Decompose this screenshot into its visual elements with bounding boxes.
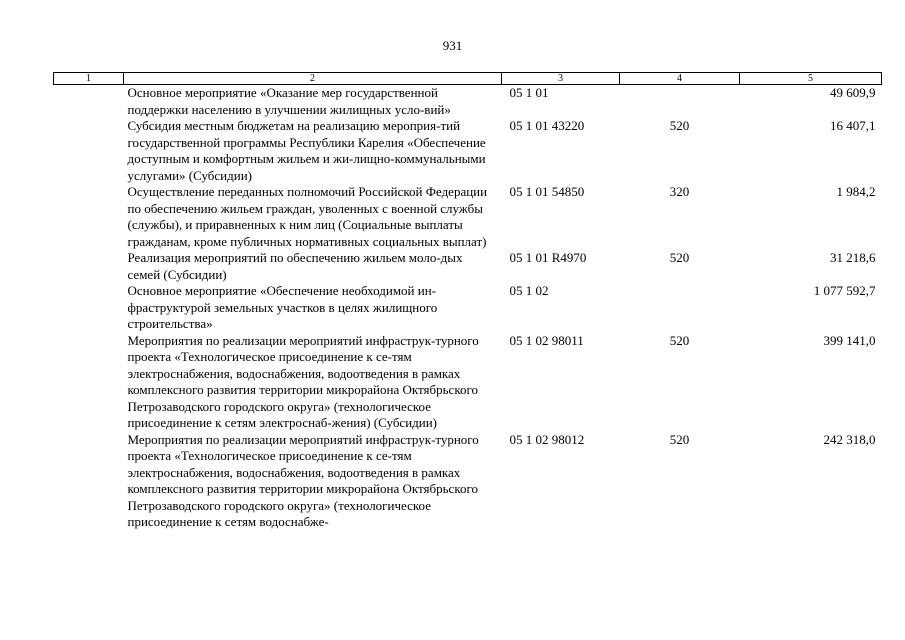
empty-cell: [54, 432, 124, 531]
row-amount: 31 218,6: [830, 250, 876, 265]
table-row: [54, 333, 882, 432]
row-type: 520: [669, 332, 690, 348]
row-amount: 49 609,9: [830, 85, 876, 100]
row-code: 05 1 01: [509, 85, 549, 100]
row-type: 520: [669, 118, 690, 133]
row-type: 520: [669, 250, 690, 265]
row-description: Мероприятия по реализации мероприятий инфраструк-турного проекта «Технологическое присоединение к се-тям электроснабжения, водоснабжения, водоотведения в рамках комплексного развития территории микрорайона Октябрьского Петрозаводского городского округа» (технологическое присоединение к сетям водоснабже-: [127, 431, 479, 529]
row-code: 05 1 02 98011: [509, 332, 584, 348]
budget-table: [53, 72, 882, 531]
page-number: 931: [442, 38, 463, 53]
row-code: 05 1 01 54850: [509, 184, 585, 199]
row-code: 05 1 01 R4970: [509, 250, 587, 265]
table-row: [54, 85, 882, 119]
row-description: Основное мероприятие «Оказание мер государственной поддержки населению в улучшении жилищных усло-вий»: [127, 85, 451, 117]
table-row: [54, 184, 882, 250]
table-row: [54, 283, 882, 333]
empty-cell: [54, 283, 124, 333]
row-amount: 16 407,1: [830, 118, 876, 133]
column-header-5: 5: [740, 73, 882, 85]
column-header-4: 4: [620, 73, 740, 85]
row-type: [620, 85, 740, 119]
row-code: 05 1 02 98012: [509, 431, 585, 447]
row-code: 05 1 01 43220: [509, 118, 585, 133]
row-description: Реализация мероприятий по обеспечению жильем моло-дых семей (Субсидии): [127, 250, 463, 282]
row-type: 520: [669, 431, 690, 447]
column-header-1: 1: [54, 73, 124, 85]
table-body: [54, 85, 882, 531]
table-row: [54, 432, 882, 531]
row-type: [620, 283, 740, 333]
empty-cell: [54, 118, 124, 184]
column-header-3: 3: [502, 73, 620, 85]
row-type: 320: [669, 184, 690, 199]
column-header-2: 2: [124, 73, 502, 85]
row-description: Основное мероприятие «Обеспечение необходимой ин-фраструктурой земельных участков в целях жилищного строительства»: [127, 283, 438, 331]
row-code: 05 1 02: [509, 283, 549, 298]
row-amount: 242 318,0: [823, 431, 876, 447]
empty-cell: [54, 184, 124, 250]
row-amount: 399 141,0: [823, 332, 876, 348]
row-description: Субсидия местным бюджетам на реализацию мероприя-тий государственной программы Республики Карелия «Обеспечение доступным и комфортным жильем и жи-лищно-коммунальными услугами» (Субсидии): [127, 118, 486, 183]
table-row: [54, 250, 882, 283]
row-description: Мероприятия по реализации мероприятий инфраструк-турного проекта «Технологическое присоединение к се-тям электроснабжения, водоснабжения, водоотведения в рамках комплексного развития территории микрорайона Октябрьского Петрозаводского городского округа» (технологическое присоединение к сетям электроснаб-жения) (Субсидии): [127, 332, 479, 430]
header-row: [54, 73, 882, 85]
empty-cell: [54, 333, 124, 432]
table-header: [54, 73, 882, 85]
row-amount: 1 984,2: [836, 184, 876, 199]
row-amount: 1 077 592,7: [813, 283, 876, 298]
empty-cell: [54, 250, 124, 283]
table-row: [54, 118, 882, 184]
row-description: Осуществление переданных полномочий Российской Федерации по обеспечению жильем граждан, уволенных с военной службы (службы), и приравненных к ним лиц (Социальные выплаты гражданам, кроме публичных нормативных социальных выплат): [127, 184, 488, 249]
empty-cell: [54, 85, 124, 119]
